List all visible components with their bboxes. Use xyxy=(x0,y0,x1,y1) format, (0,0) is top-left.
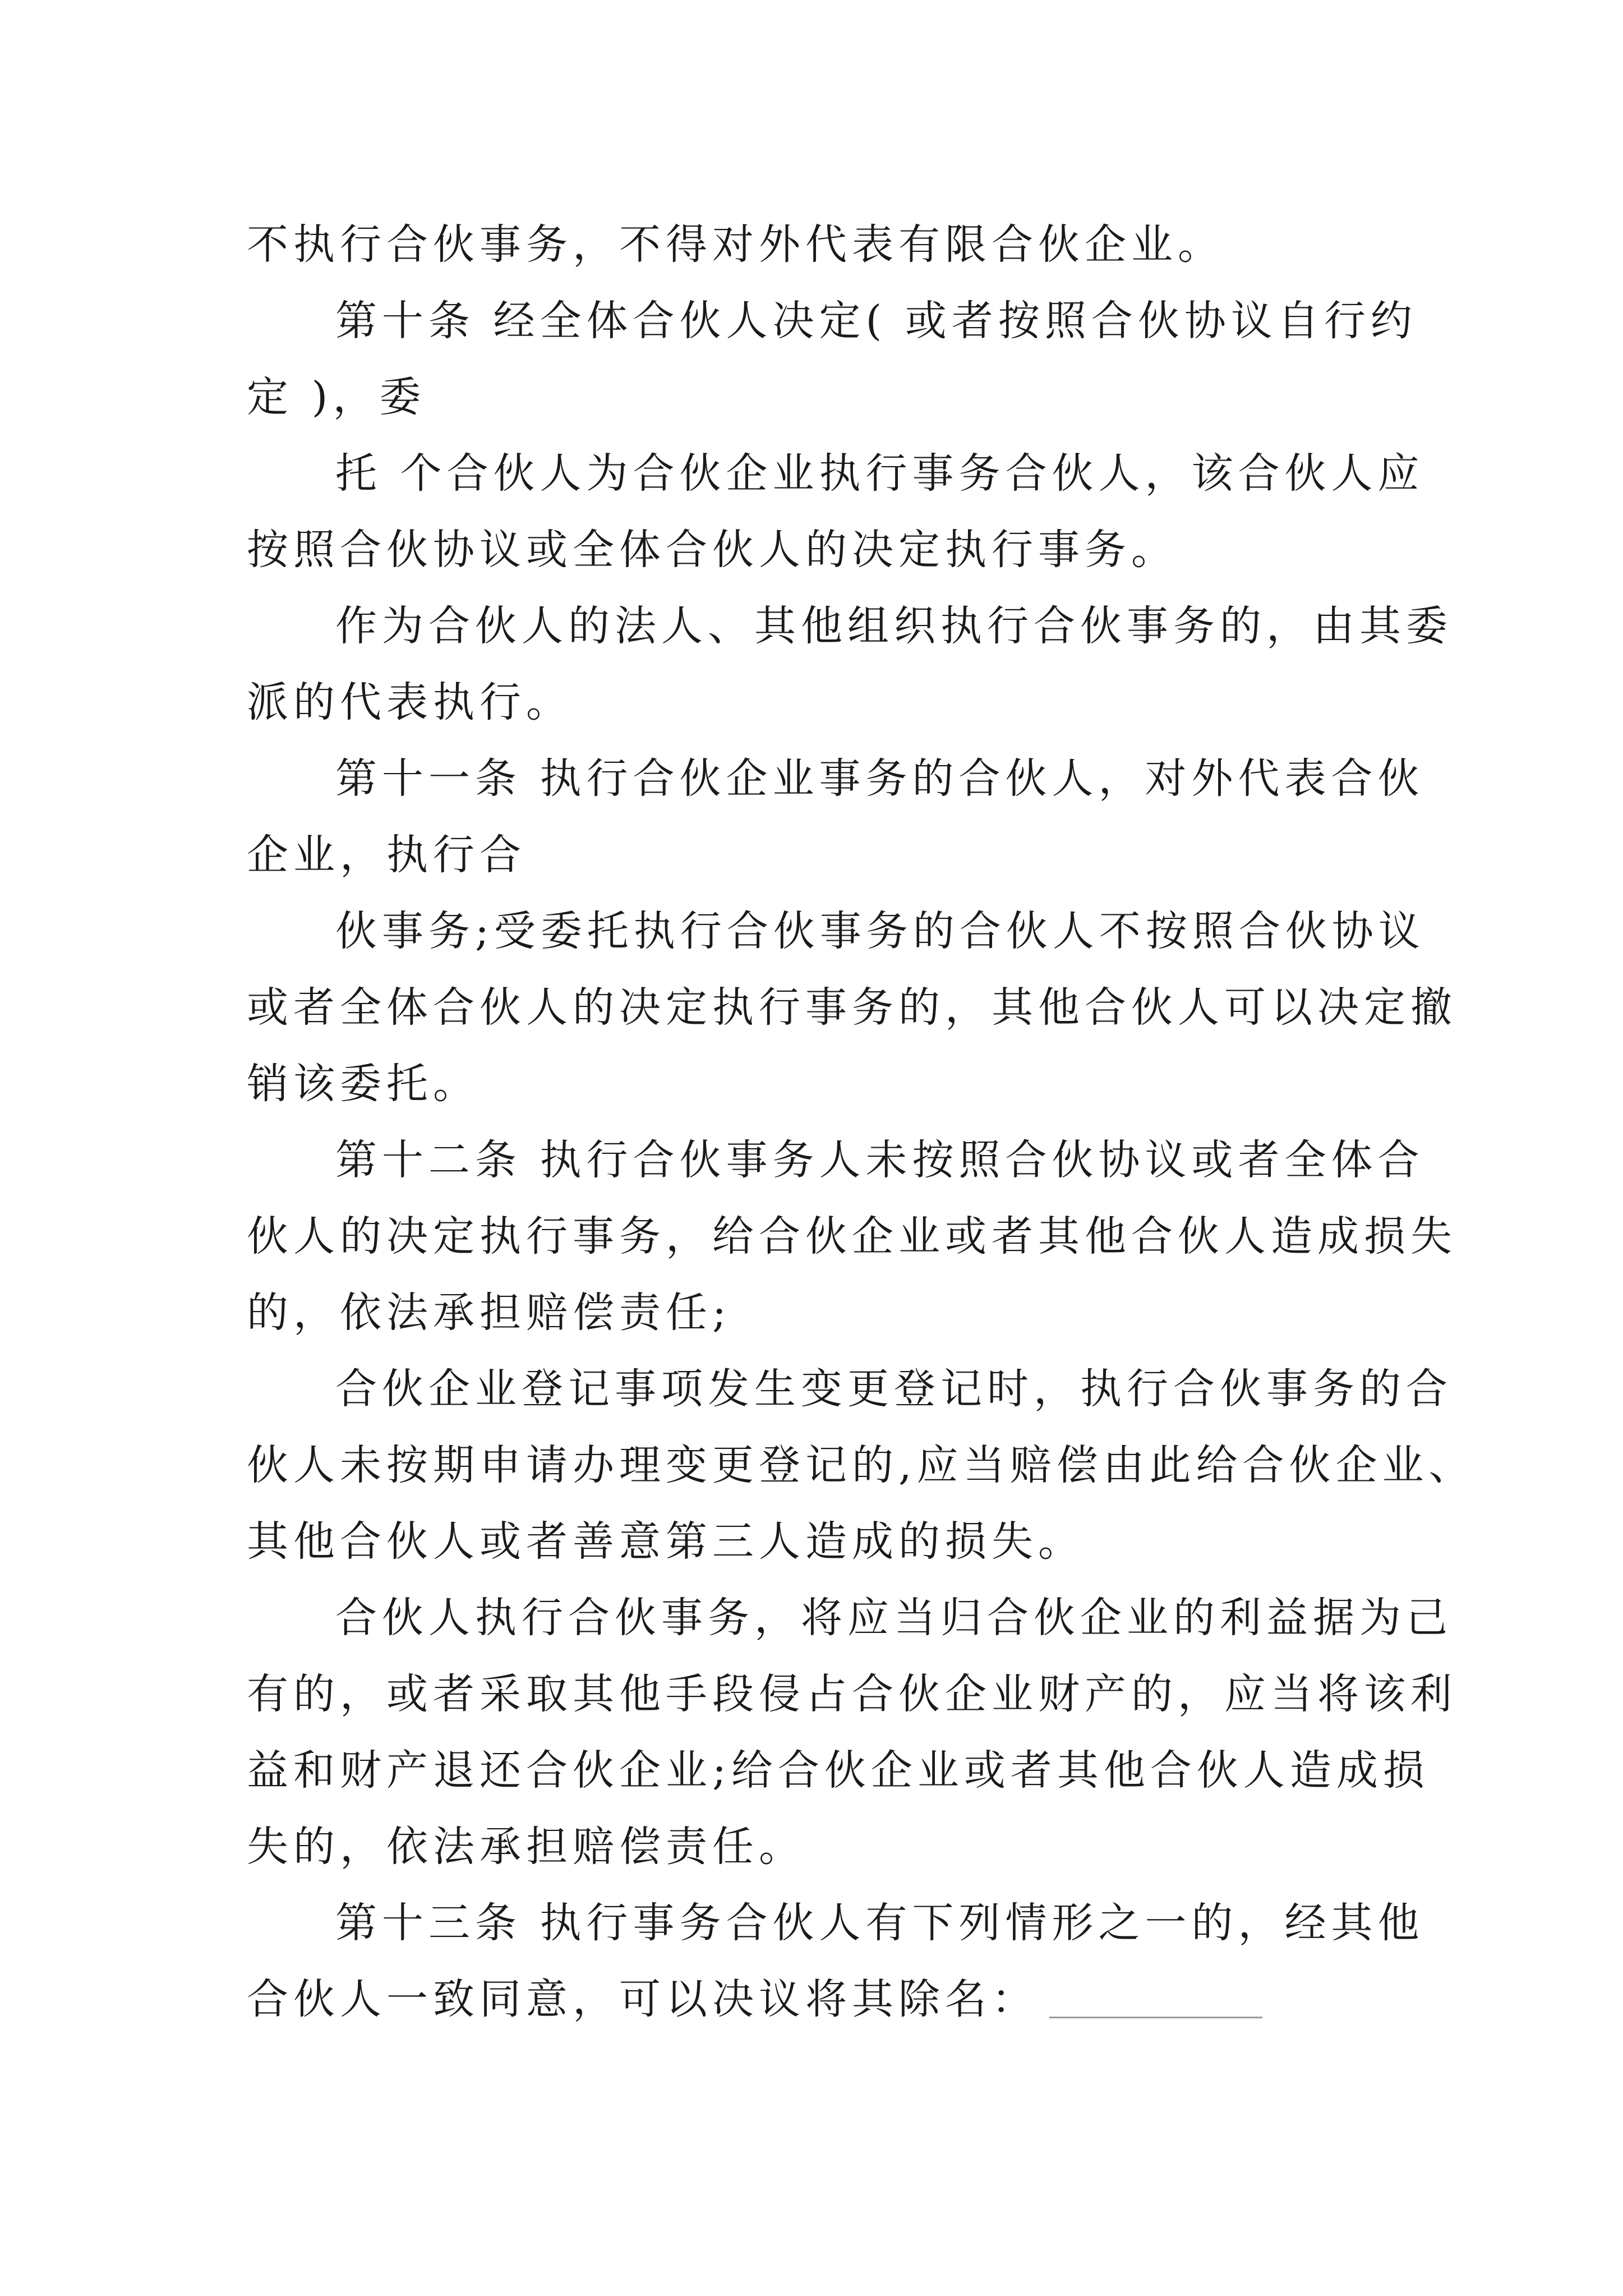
text-line: 的，依法承担赔偿责任; xyxy=(247,1289,731,1337)
text-line: 伙人未按期申请办理变更登记的,应当赔偿由此给合伙企业、 xyxy=(247,1441,1476,1489)
text-line-with-blank xyxy=(247,1961,1380,2037)
text-line: 托 个合伙人为合伙企业执行事务合伙人，该合伙人应 xyxy=(335,449,1424,498)
article-12-heading-line: 第十二条 执行合伙事务人未按照合伙协议或者全体合 xyxy=(335,1136,1424,1184)
article-10-heading-line: 第十条 经全体合伙人决定( 或者按照合伙协议自行约 xyxy=(335,297,1417,345)
text-line: 销该委托。 xyxy=(247,1060,479,1108)
text-line: 合伙企业登记事项发生变更登记时，执行合伙事务的合 xyxy=(335,1365,1453,1413)
text-line: 伙事务;受委托执行合伙事务的合伙人不按照合伙协议 xyxy=(335,907,1425,955)
text-line: 按照合伙协议或全体合伙人的决定执行事务。 xyxy=(247,526,1178,574)
text-line: 作为合伙人的法人、其他组织执行合伙事务的，由其委 xyxy=(335,602,1453,650)
text-line: 企业，执行合 xyxy=(247,831,526,879)
text-line: 其他合伙人或者善意第三人造成的损失。 xyxy=(247,1517,1085,1566)
document-body xyxy=(247,206,1476,2037)
text-line: 定 )，委 xyxy=(247,373,426,421)
text-line: 合伙人执行合伙事务，将应当归合伙企业的利益据为己 xyxy=(335,1594,1453,1642)
text-line: 失的，依法承担赔偿责任。 xyxy=(247,1823,805,1871)
text-line-content: 合伙人一致同意，可以决议将其除名： xyxy=(247,1975,1038,2023)
text-line: 或者全体合伙人的决定执行事务的，其他合伙人可以决定撤 xyxy=(247,983,1457,1032)
text-line: 不执行合伙事务，不得对外代表有限合伙企业。 xyxy=(247,220,1224,269)
text-line: 有的，或者采取其他手段侵占合伙企业财产的，应当将该利 xyxy=(247,1670,1457,1718)
text-line: 派的代表执行。 xyxy=(247,678,573,726)
text-line: 益和财产退还合伙企业;给合伙企业或者其他合伙人造成损 xyxy=(247,1746,1430,1795)
article-13-heading-line: 第十三条 执行事务合伙人有下列情形之一的，经其他 xyxy=(335,1899,1424,1947)
text-line: 伙人的决定执行事务，给合伙企业或者其他合伙人造成损失 xyxy=(247,1212,1457,1260)
fill-in-blank-underline xyxy=(1049,2016,1262,2018)
article-11-heading-line: 第十一条 执行合伙企业事务的合伙人，对外代表合伙 xyxy=(335,754,1424,803)
